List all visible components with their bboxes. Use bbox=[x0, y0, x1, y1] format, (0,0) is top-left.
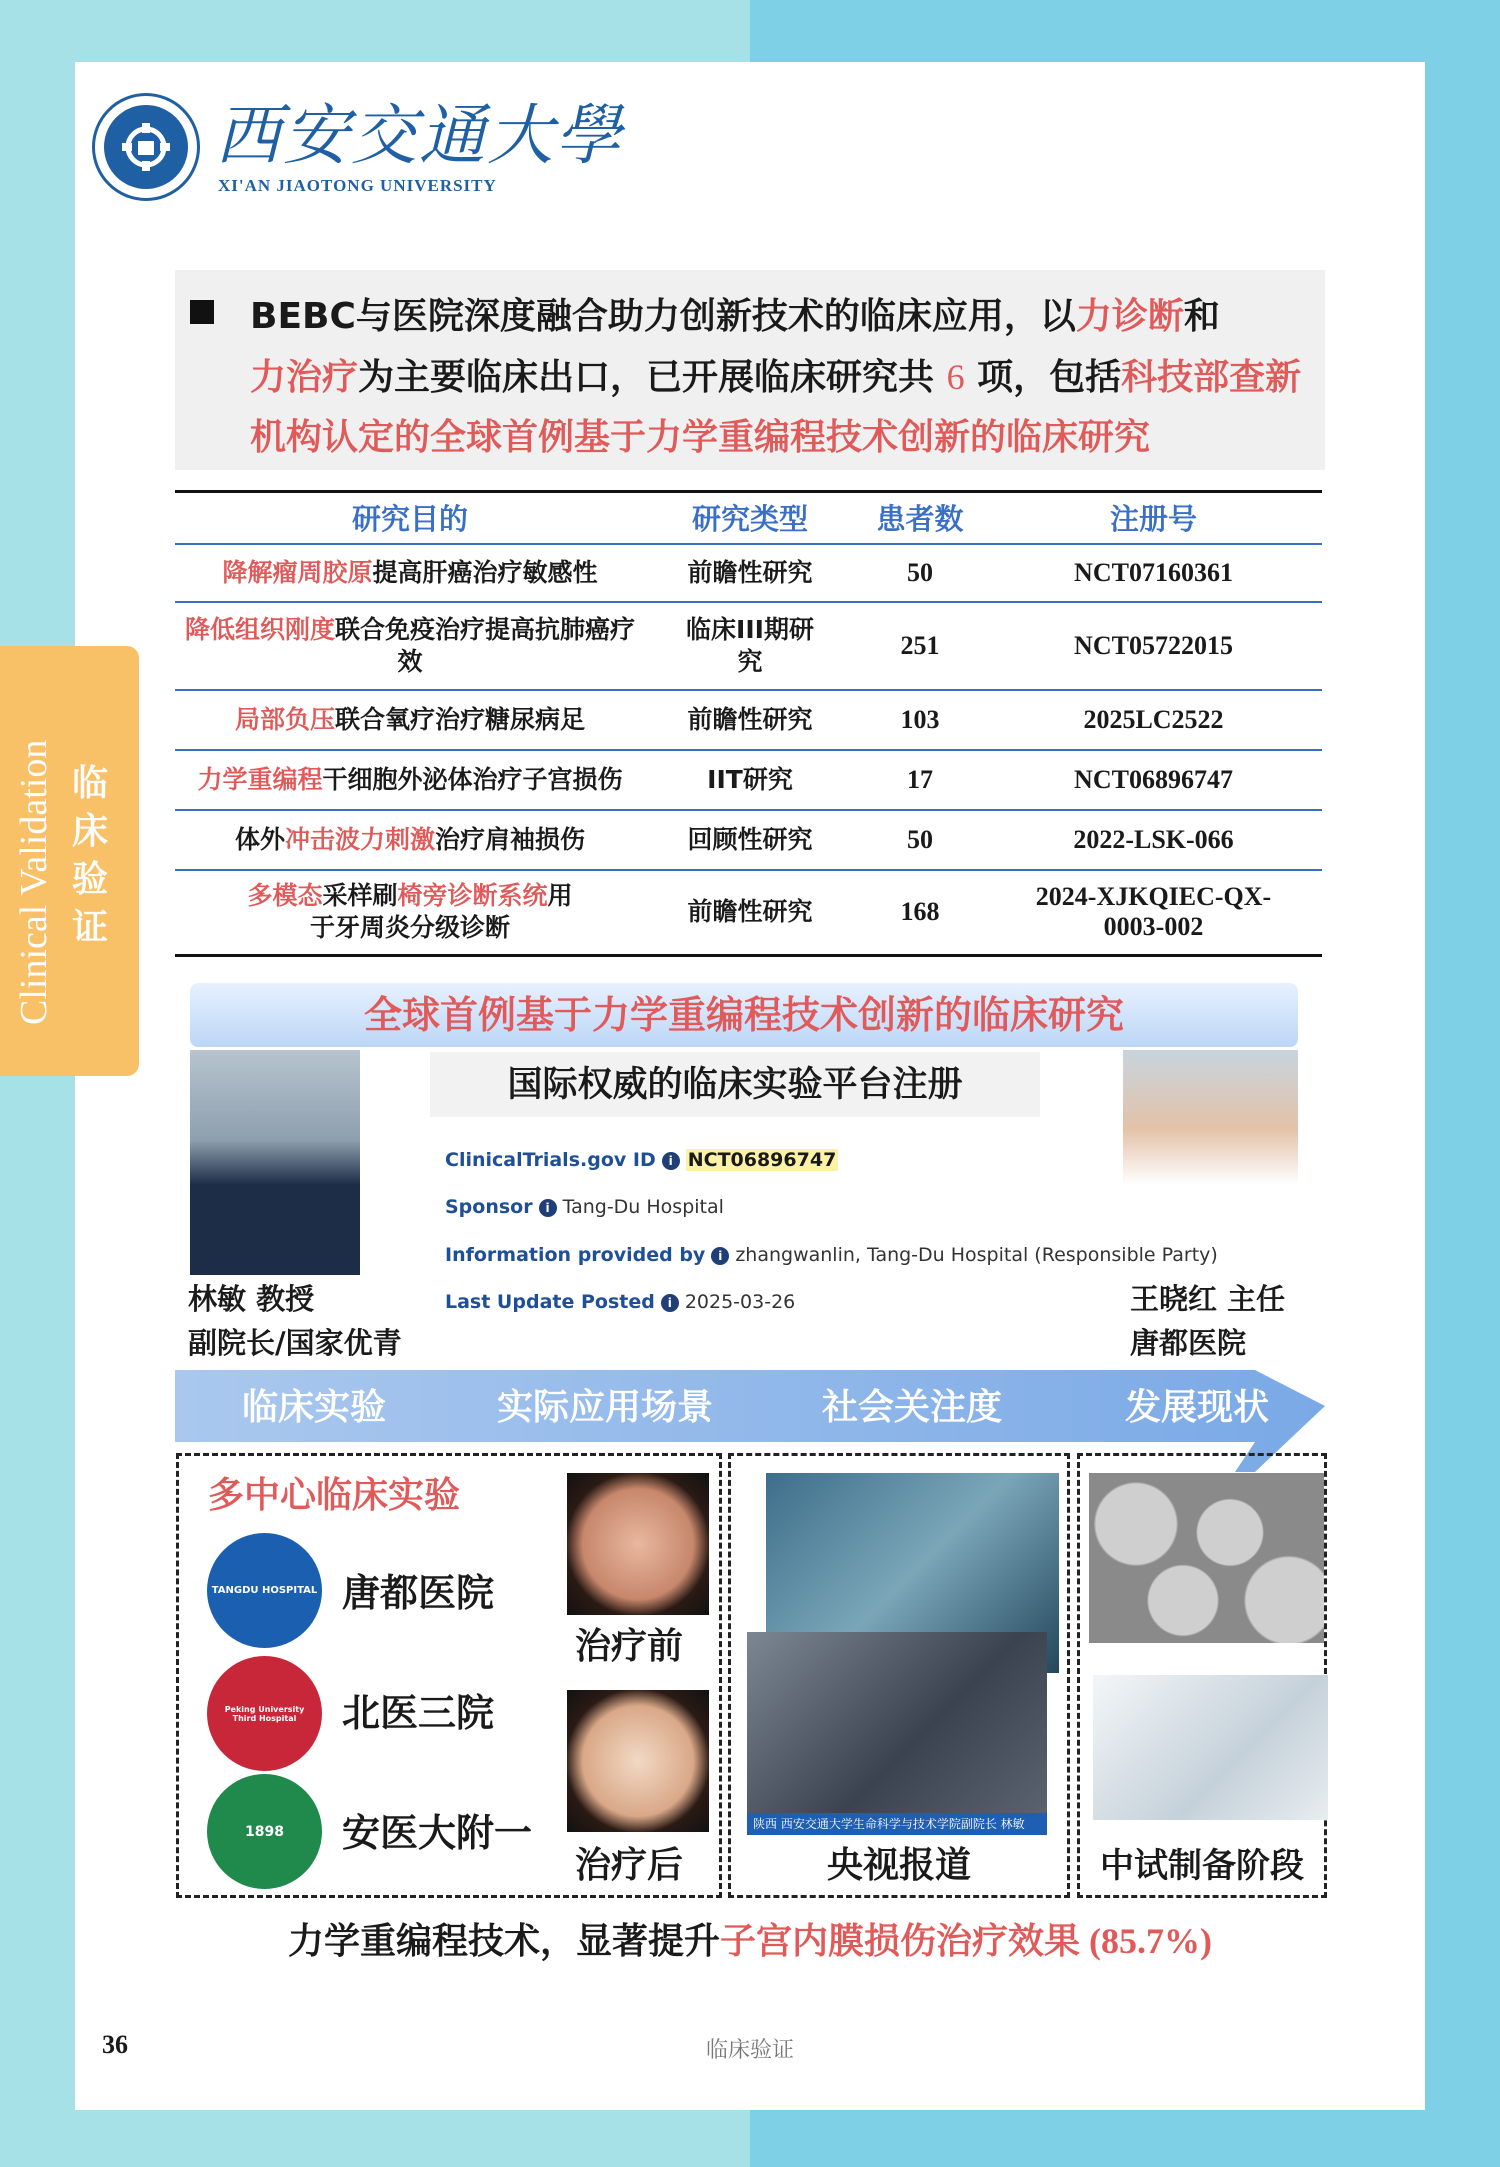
purpose-red: 降解瘤周胶原 bbox=[222, 557, 373, 587]
cell-type: 前瞻性研究 bbox=[645, 870, 855, 956]
registry-update-row bbox=[445, 1288, 795, 1316]
header-registration: 注册号 bbox=[1109, 502, 1197, 537]
right-person-name: 王晓红 主任 bbox=[1130, 1282, 1286, 1316]
table-row bbox=[175, 810, 1322, 870]
multicenter-title: 多中心临床实验 bbox=[208, 1475, 461, 1516]
cell-patients: 103 bbox=[855, 690, 985, 750]
conclusion-line bbox=[175, 1913, 1325, 1970]
purpose-red: 冲击波力刺激 bbox=[284, 824, 435, 854]
bg-bottom-right bbox=[750, 2110, 1500, 2167]
info-icon: i bbox=[539, 1199, 557, 1217]
cell-patients: 50 bbox=[855, 544, 985, 602]
purpose-text: 采样刷 bbox=[322, 881, 398, 911]
before-caption: 治疗前 bbox=[575, 1626, 684, 1667]
right-person-title: 唐都医院 bbox=[1130, 1326, 1247, 1360]
purpose-text: 治疗肩袖损伤 bbox=[435, 824, 586, 854]
registry-id-row bbox=[445, 1146, 838, 1174]
purpose-text: 联合免疫治疗提高抗肺癌疗效 bbox=[335, 614, 636, 676]
cell-registration: 2024-XJKQIEC-QX-0003-002 bbox=[985, 870, 1322, 956]
logo-lettering: TANGDU HOSPITAL bbox=[211, 1585, 318, 1596]
table-header-row bbox=[175, 492, 1322, 544]
header-purpose: 研究目的 bbox=[351, 502, 468, 537]
conclusion-highlight: 子宫内膜损伤治疗效果 bbox=[720, 1921, 1081, 1962]
table-row bbox=[175, 690, 1322, 750]
cell-registration: 2025LC2522 bbox=[985, 690, 1322, 750]
purpose-red: 椅旁诊断系统 bbox=[397, 881, 548, 911]
registry-update-value: 2025-03-26 bbox=[684, 1291, 796, 1313]
arrow-label-application: 实际应用场景 bbox=[497, 1387, 714, 1428]
cell-purpose bbox=[175, 544, 645, 602]
intro-highlight: 科技部查新机构认定的全球首例基于力学重编程技术创新的临床研究 bbox=[250, 357, 1302, 458]
logo-lettering: 1898 bbox=[245, 1823, 284, 1840]
purpose-red: 多模态 bbox=[247, 881, 323, 911]
info-icon: i bbox=[662, 1152, 680, 1170]
seal-inner bbox=[104, 105, 188, 189]
arrow-label-attention: 社会关注度 bbox=[822, 1387, 1003, 1428]
cell-purpose bbox=[175, 870, 645, 956]
registry-sponsor-value: Tang-Du Hospital bbox=[562, 1196, 724, 1218]
intro-part: BEBC与医院深度融合助力创新技术的临床应用，以 bbox=[250, 296, 1076, 337]
arrow-label-status: 发展现状 bbox=[1125, 1387, 1270, 1428]
intro-count: 6 bbox=[946, 357, 965, 397]
bg-right-band bbox=[1425, 0, 1500, 2167]
purpose-text: 用于牙周炎分级诊断 bbox=[309, 881, 573, 943]
table-row bbox=[175, 750, 1322, 810]
side-tab-en: Clinical Validation bbox=[13, 739, 55, 1025]
purpose-red: 降低组织刚度 bbox=[184, 614, 335, 644]
purpose-text: 干细胞外泌体治疗子宫损伤 bbox=[322, 764, 623, 794]
conclusion-text: 力学重编程技术，显著提升 bbox=[287, 1921, 720, 1962]
cell-purpose bbox=[175, 750, 645, 810]
banner-title: 全球首例基于力学重编程技术创新的临床研究 bbox=[363, 993, 1124, 1037]
anhui-first-logo bbox=[207, 1774, 322, 1889]
registry-id-value: NCT06896747 bbox=[687, 1149, 837, 1171]
cell-registration: NCT07160361 bbox=[985, 544, 1322, 602]
left-person-title: 副院长/国家优青 bbox=[188, 1326, 402, 1360]
table-row bbox=[175, 602, 1322, 690]
info-icon: i bbox=[711, 1247, 729, 1265]
bg-left-band bbox=[0, 0, 75, 2167]
intro-part: 为主要临床出口，已开展临床研究共 bbox=[358, 357, 947, 398]
info-icon: i bbox=[661, 1294, 679, 1312]
cell-patients: 251 bbox=[855, 602, 985, 690]
intro-part: 和 bbox=[1183, 296, 1220, 337]
university-name-en: XI'AN JIAOTONG UNIVERSITY bbox=[218, 176, 497, 195]
cctv-caption: 央视报道 bbox=[826, 1845, 971, 1886]
bg-bottom-left bbox=[0, 2110, 750, 2167]
pku-third-logo bbox=[207, 1656, 322, 1771]
after-caption: 治疗后 bbox=[575, 1845, 684, 1886]
page-number: 36 bbox=[102, 2030, 128, 2059]
cctv-report-photo bbox=[747, 1632, 1047, 1835]
registry-title: 国际权威的临床实验平台注册 bbox=[507, 1065, 963, 1105]
intro-highlight: 力诊断 bbox=[1075, 296, 1184, 337]
before-treatment-image bbox=[567, 1473, 709, 1615]
left-person-name: 林敏 教授 bbox=[188, 1282, 315, 1316]
intro-text bbox=[250, 287, 1320, 468]
production-caption: 中试制备阶段 bbox=[1100, 1846, 1304, 1886]
purpose-red: 局部负压 bbox=[234, 704, 335, 734]
cell-purpose bbox=[175, 690, 645, 750]
table-row bbox=[175, 870, 1322, 956]
registry-update-label: Last Update Posted bbox=[445, 1291, 655, 1313]
registry-sponsor-label: Sponsor bbox=[445, 1196, 533, 1218]
side-tab-cn: 临床验证 bbox=[71, 763, 108, 948]
header-type: 研究类型 bbox=[691, 502, 808, 537]
cell-type: 前瞻性研究 bbox=[645, 690, 855, 750]
cell-type: 临床III期研究 bbox=[645, 602, 855, 690]
intro-part: 项，包括 bbox=[964, 357, 1122, 398]
intro-highlight: 力治疗 bbox=[250, 357, 359, 398]
registry-info-row bbox=[445, 1241, 1218, 1269]
cell-registration: NCT05722015 bbox=[985, 602, 1322, 690]
after-treatment-image bbox=[567, 1690, 709, 1832]
registry-info-value: zhangwanlin, Tang-Du Hospital (Responsible Party) bbox=[735, 1244, 1218, 1266]
clinical-study-table bbox=[175, 490, 1322, 957]
lab-equipment-photo bbox=[1093, 1675, 1328, 1820]
table-row bbox=[175, 544, 1322, 602]
cell-type: 回顾性研究 bbox=[645, 810, 855, 870]
microscopy-image bbox=[1089, 1473, 1324, 1643]
bg-top-right bbox=[750, 0, 1500, 62]
cell-type: IIT研究 bbox=[645, 750, 855, 810]
hospital-name: 安医大附一 bbox=[342, 1811, 533, 1855]
university-name-cn: 西安交通大學 bbox=[215, 97, 623, 174]
footer-section: 临床验证 bbox=[705, 2038, 794, 2063]
purpose-red: 力学重编程 bbox=[197, 764, 323, 794]
registry-info-label: Information provided by bbox=[445, 1244, 706, 1266]
tv-caption-strip: 陕西 西安交通大学生命科学与技术学院副院长 林敏 bbox=[747, 1813, 1047, 1835]
cell-patients: 17 bbox=[855, 750, 985, 810]
purpose-text: 体外 bbox=[234, 824, 285, 854]
logo-lettering: Peking University Third Hospital bbox=[224, 1704, 305, 1723]
square-bullet-icon bbox=[190, 300, 214, 324]
registry-sponsor-row bbox=[445, 1193, 724, 1221]
purpose-text: 提高肝癌治疗敏感性 bbox=[372, 557, 598, 587]
cell-registration: 2022-LSK-066 bbox=[985, 810, 1322, 870]
conclusion-percent: (85.7%) bbox=[1080, 1921, 1212, 1961]
cell-patients: 50 bbox=[855, 810, 985, 870]
professor-photo bbox=[190, 1050, 360, 1275]
cell-patients: 168 bbox=[855, 870, 985, 956]
gear-icon bbox=[116, 117, 176, 177]
university-seal-logo bbox=[92, 93, 200, 201]
header-patients: 患者数 bbox=[876, 502, 964, 537]
bg-top-left bbox=[0, 0, 750, 62]
cell-purpose bbox=[175, 810, 645, 870]
cell-purpose bbox=[175, 602, 645, 690]
tangdu-logo bbox=[207, 1533, 322, 1648]
arrow-label-clinical: 临床实验 bbox=[242, 1387, 387, 1428]
hospital-name: 唐都医院 bbox=[342, 1571, 495, 1615]
purpose-text: 联合氧疗治疗糖尿病足 bbox=[335, 704, 586, 734]
hospital-name: 北医三院 bbox=[342, 1691, 495, 1735]
registry-id-label: ClinicalTrials.gov ID bbox=[445, 1149, 656, 1171]
cell-registration: NCT06896747 bbox=[985, 750, 1322, 810]
cell-type: 前瞻性研究 bbox=[645, 544, 855, 602]
